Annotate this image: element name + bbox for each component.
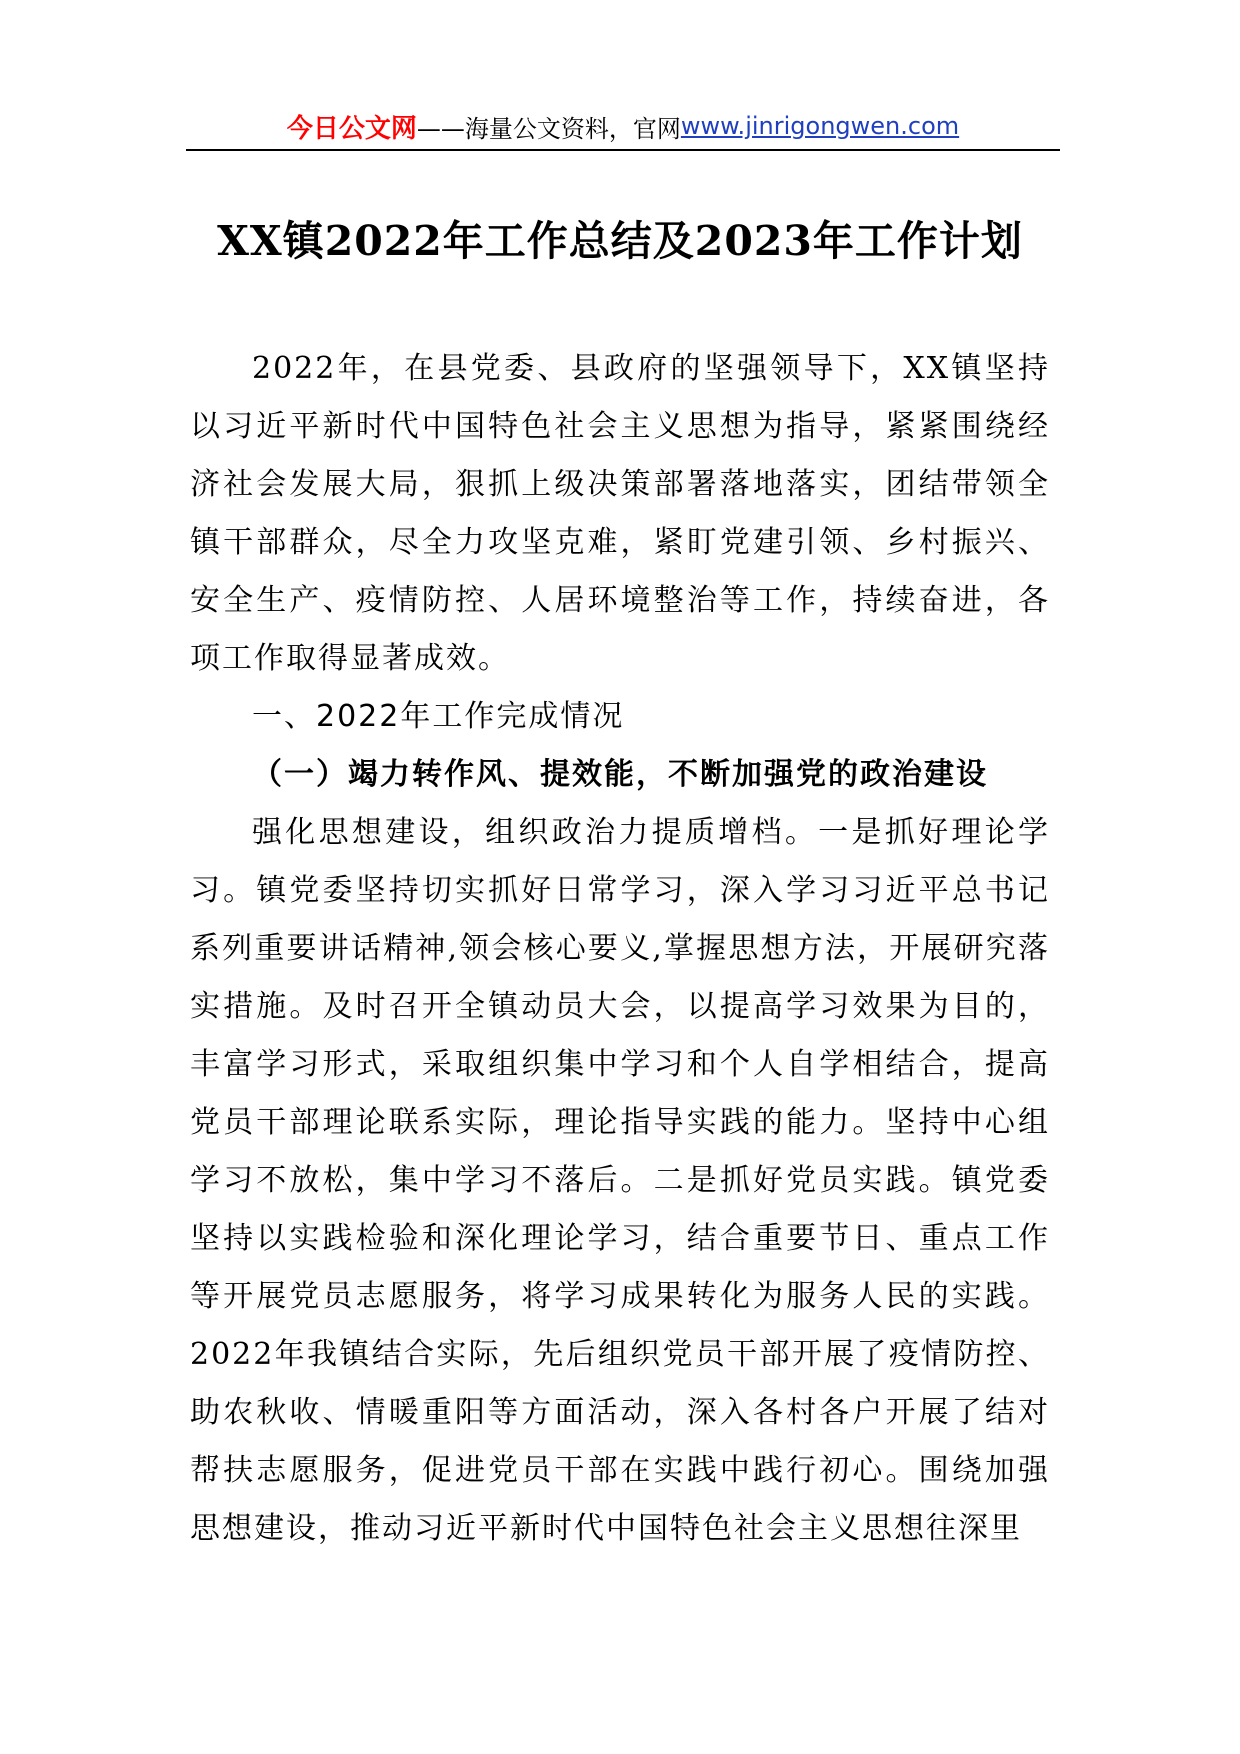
header-divider	[186, 149, 1060, 151]
site-brand: 今日公文网	[286, 113, 417, 144]
page-header	[186, 102, 1060, 150]
intro-paragraph: 2022年，在县党委、县政府的坚强领导下，XX镇坚持以习近平新时代中国特色社会主义思想为指导，紧紧围绕经济社会发展大局，狠抓上级决策部署落地落实，团结带领全镇干部群众，尽全力攻坚克难，紧盯党建引领、乡村振兴、安全生产、疫情防控、人居环境整治等工作，持续奋进，各项工作取得显著成效。	[190, 351, 1050, 676]
document-body	[190, 340, 1050, 1558]
site-tagline: ——海量公文资料，官网	[416, 114, 681, 143]
document-title: XX镇2022年工作总结及2023年工作计划	[217, 217, 1023, 265]
section-heading: 一、2022年工作完成情况	[252, 699, 625, 734]
subsection-heading: （一）竭力转作风、提效能，不断加强党的政治建设	[252, 757, 988, 792]
site-url-link[interactable]: www.jinrigongwen.com	[680, 112, 960, 140]
body-paragraph: 强化思想建设，组织政治力提质增档。一是抓好理论学习。镇党委坚持切实抓好日常学习，深入学习习近平总书记系列重要讲话精神,领会核心要义,掌握思想方法，开展研究落实措施。及时召开全镇动员大会，以提高学习效果为目的，丰富学习形式，采取组织集中学习和个人自学相结合，提高党员干部理论联系实际，理论指导实践的能力。坚持中心组学习不放松，集中学习不落后。二是抓好党员实践。镇党委坚持以实践检验和深化理论学习，结合重要节日、重点工作等开展党员志愿服务，将学习成果转化为服务人民的实践。2022年我镇结合实际，先后组织党员干部开展了疫情防控、助农秋收、情暖重阳等方面活动，深入各村各户开展了结对帮扶志愿服务，促进党员干部在实践中践行初心。围绕加强思想建设，推动习近平新时代中国特色社会主义思想往深里	[190, 815, 1050, 1546]
